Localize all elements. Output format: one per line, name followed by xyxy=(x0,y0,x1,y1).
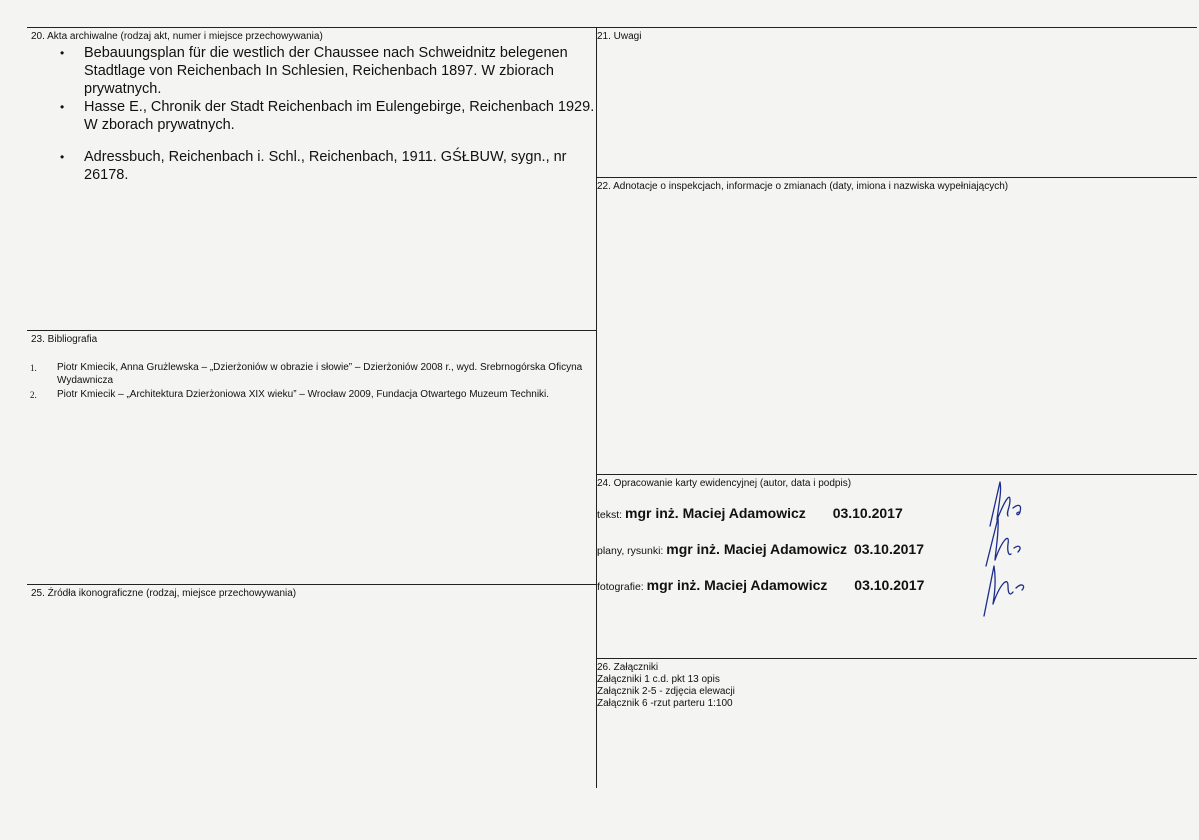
divider-24-26 xyxy=(596,658,1197,659)
divider-22-24 xyxy=(596,474,1197,475)
author-row-text xyxy=(597,505,903,521)
list-item: Załącznik 6 -rzut parteru 1:100 xyxy=(597,698,733,709)
list-item xyxy=(30,388,590,401)
section-25-label: 25. Źródła ikonograficzne (rodzaj, miejsce przechowywania) xyxy=(31,588,297,599)
list-item: • Hasse E., Chronik der Stadt Reichenbach im Eulengebirge, Reichenbach 1929. W zborach prywatnych. xyxy=(60,98,600,134)
bibliography-list xyxy=(30,361,590,401)
list-item xyxy=(30,361,590,387)
author-row-photos xyxy=(597,577,924,593)
divider-21-22 xyxy=(596,177,1197,178)
author-row-drawings xyxy=(597,541,924,557)
list-item: Załączniki 1 c.d. pkt 13 opis xyxy=(597,674,720,685)
author-name: mgr inż. Maciej Adamowicz xyxy=(666,541,848,557)
author-date: 03.10.2017 xyxy=(853,541,925,557)
archival-records-list xyxy=(60,44,600,184)
list-item: Załącznik 2-5 - zdjęcia elewacji xyxy=(597,686,735,697)
section-24-label: 24. Opracowanie karty ewidencyjnej (autor, data i podpis) xyxy=(597,478,852,489)
list-item: • Adressbuch, Reichenbach i. Schl., Reichenbach, 1911. GŚŁBUW, sygn., nr 26178. xyxy=(60,148,600,184)
author-date: 03.10.2017 xyxy=(854,577,925,593)
list-number: 1. xyxy=(30,363,37,373)
section-26-label: 26. Załączniki xyxy=(597,662,659,673)
bibliography-entry: Piotr Kmiecik – „Architektura Dzierżoniowa XIX wieku” – Wrocław 2009, Fundacja Otwartego Muzeum Techniki. xyxy=(57,389,550,400)
handwritten-signature xyxy=(980,478,1050,618)
section-23-label: 23. Bibliografia xyxy=(31,334,98,345)
section-21-label: 21. Uwagi xyxy=(597,31,642,42)
attachments-list xyxy=(597,674,735,710)
list-number: 2. xyxy=(30,390,37,400)
row-prefix: fotografie: xyxy=(597,581,644,593)
section-22-label: 22. Adnotacje o inspekcjach, informacje o zmianach (daty, imiona i nazwiska wypełniających) xyxy=(597,181,1009,192)
bibliography-entry: Piotr Kmiecik, Anna Grużlewska – „Dzierżoniów w obrazie i słowie” – Dzierżoniów 2008 r., wyd. Srebrnogórska Oficyna Wydawnicza xyxy=(57,362,583,386)
author-name: mgr inż. Maciej Adamowicz xyxy=(646,577,828,593)
row-prefix: tekst: xyxy=(597,509,623,521)
top-border xyxy=(27,27,1197,28)
list-item: • Bebauungsplan für die westlich der Chaussee nach Schweidnitz belegenen Stadtlage von Reichenbach In Schlesien, Reichenbach 1897. W zbiorach prywatnych. xyxy=(60,44,600,98)
author-name: mgr inż. Maciej Adamowicz xyxy=(625,505,806,521)
section-20-label: 20. Akta archiwalne (rodzaj akt, numer i miejsce przechowywania) xyxy=(31,31,323,42)
divider-20-23 xyxy=(27,330,596,331)
divider-23-25 xyxy=(27,584,596,585)
author-date: 03.10.2017 xyxy=(832,505,903,521)
row-prefix: plany, rysunki: xyxy=(597,545,664,557)
